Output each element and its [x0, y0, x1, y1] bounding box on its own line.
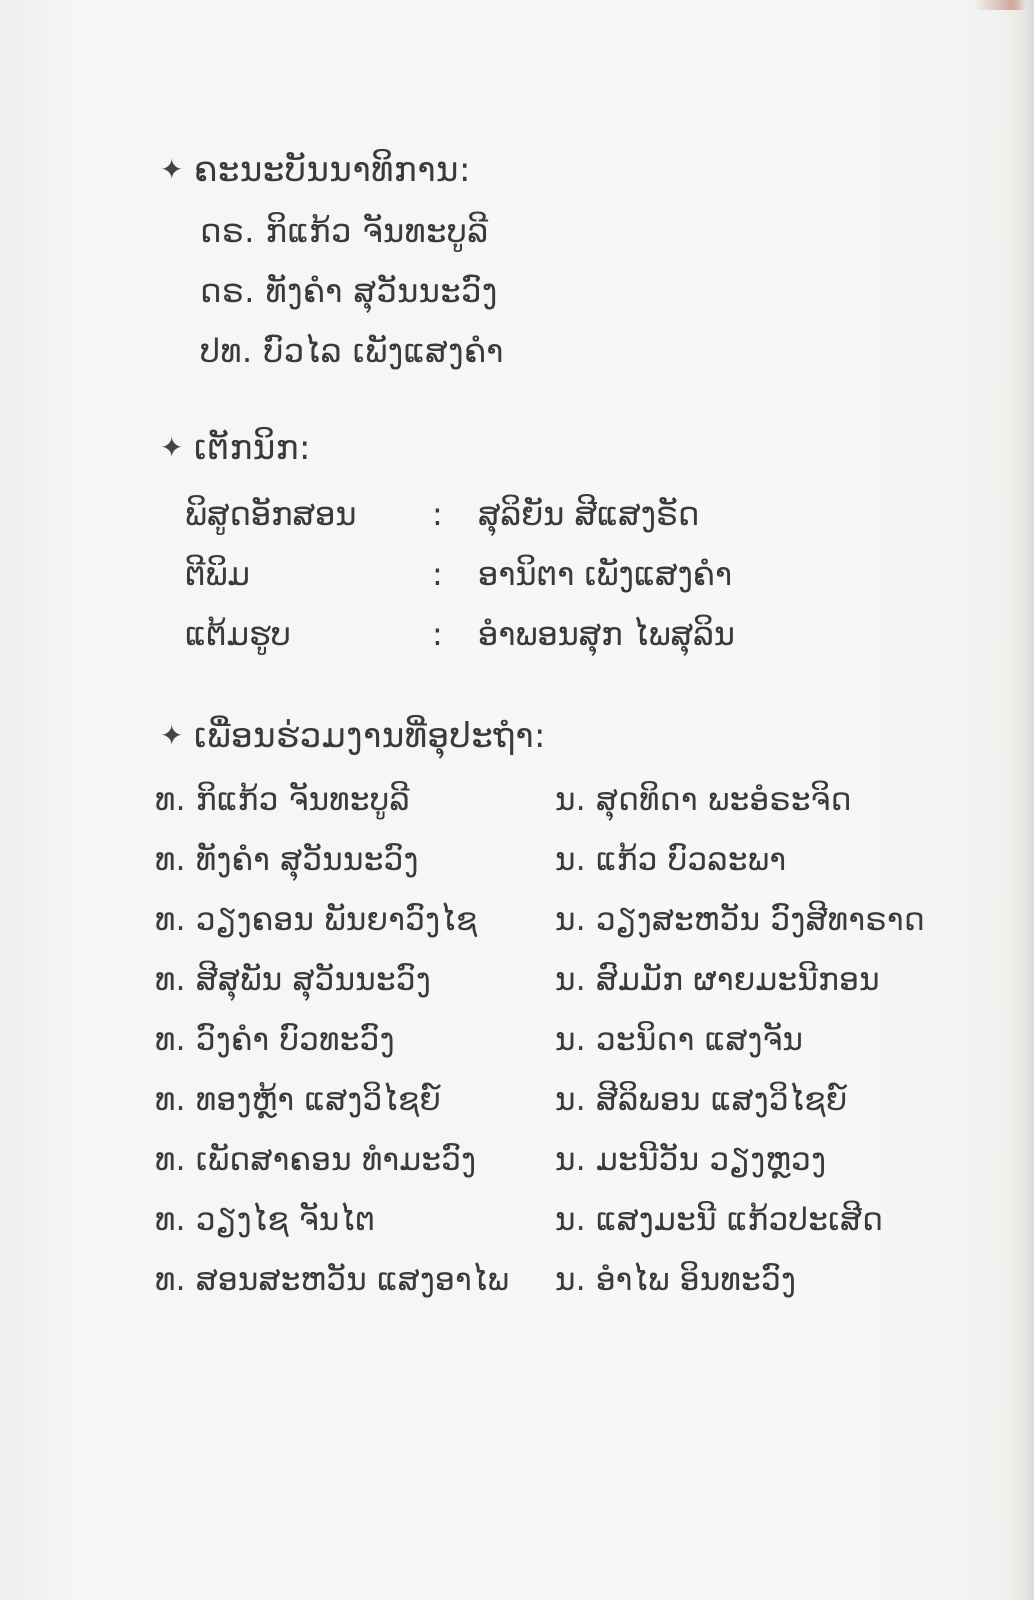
supporter-row: [0, 962, 1034, 1012]
editorial-member: ດຣ. ທັງຄຳ ສຸວັນນະວົງ: [200, 272, 498, 310]
supporter-row: [0, 1262, 1034, 1312]
editorial-member: ປທ. ບົວໄລ ເພັງແສງຄຳ: [200, 332, 504, 370]
star-bullet-icon: ✦: [160, 719, 184, 752]
technical-value: ອຳພອນສຸກ ໄພສຸລິນ: [478, 615, 735, 653]
supporter-left: ທ. ວຽງຄອນ ພັນຍາວົງໄຊ: [155, 902, 478, 938]
editorial-heading: ✦ ຄະນະບັນນາທິການ:: [160, 150, 471, 190]
supporter-right: ນ. ແກ້ວ ບົວລະພາ: [555, 842, 787, 878]
supporter-row: [0, 1202, 1034, 1252]
technical-value: ສຸລິຍັນ ສີແສງຣັດ: [478, 495, 700, 533]
technical-colon: :: [432, 615, 443, 653]
technical-row: [0, 615, 1034, 665]
supporters-heading: ✦ ເພື່ອນຮ່ວມງານທີ່ອຸປະຖຳ:: [160, 716, 546, 756]
supporter-row: [0, 842, 1034, 892]
supporter-left: ທ. ທອງຫຼ້າ ແສງວິໄຊຍ໌: [155, 1082, 442, 1118]
supporter-left: ທ. ທັງຄຳ ສຸວັນນະວົງ: [155, 842, 419, 878]
technical-row: [0, 555, 1034, 605]
technical-colon: :: [432, 495, 443, 533]
supporter-row: [0, 1082, 1034, 1132]
technical-heading: ✦ ເຕັກນິກ:: [160, 428, 312, 468]
supporter-right: ນ. ສົມມັກ ຜາຍມະນີກອນ: [555, 962, 880, 998]
supporter-row: [0, 1142, 1034, 1192]
supporter-row: [0, 1022, 1034, 1072]
technical-value: ອານິຕາ ເພັງແສງຄຳ: [478, 555, 733, 593]
supporter-left: ທ. ເພັດສາຄອນ ທຳມະວົງ: [155, 1142, 477, 1178]
supporter-right: ນ. ມະນີວັນ ວຽງຫຼວງ: [555, 1142, 827, 1178]
supporter-left: ທ. ກິແກ້ວ ຈັນທະບູລີ: [155, 782, 410, 818]
star-bullet-icon: ✦: [160, 431, 184, 464]
technical-colon: :: [432, 555, 443, 593]
supporter-right: ນ. ສີລິພອນ ແສງວິໄຊຍ໌: [555, 1082, 848, 1118]
supporter-left: ທ. ວຽງໄຊ ຈັນໄຕ: [155, 1202, 376, 1238]
supporter-right: ນ. ອຳໄພ ອິນທະວົງ: [555, 1262, 797, 1298]
supporter-row: [0, 782, 1034, 832]
editorial-member: ດຣ. ກິແກ້ວ ຈັນທະບູລີ: [200, 212, 489, 250]
technical-label: ຕີພິມ: [185, 555, 250, 593]
supporter-left: ທ. ສອນສະຫວັນ ແສງອາໄພ: [155, 1262, 510, 1298]
technical-label: ແຕ້ມຮູບ: [185, 615, 291, 653]
technical-row: [0, 495, 1034, 545]
supporter-left: ທ. ສີສຸພັນ ສຸວັນນະວົງ: [155, 962, 432, 998]
supporter-row: [0, 902, 1034, 952]
supporter-right: ນ. ວະນິດາ ແສງຈັນ: [555, 1022, 804, 1058]
star-bullet-icon: ✦: [160, 153, 184, 186]
supporter-right: ນ. ແສງມະນີ ແກ້ວປະເສີດ: [555, 1202, 884, 1238]
supporter-right: ນ. ສຸດທິດາ ພະອໍຣະຈິດ: [555, 782, 852, 818]
supporter-left: ທ. ວົງຄຳ ບົວທະວົງ: [155, 1022, 395, 1058]
supporter-right: ນ. ວຽງສະຫວັນ ວົງສີທາຣາດ: [555, 902, 925, 938]
technical-label: ພິສູດອັກສອນ: [185, 495, 357, 533]
